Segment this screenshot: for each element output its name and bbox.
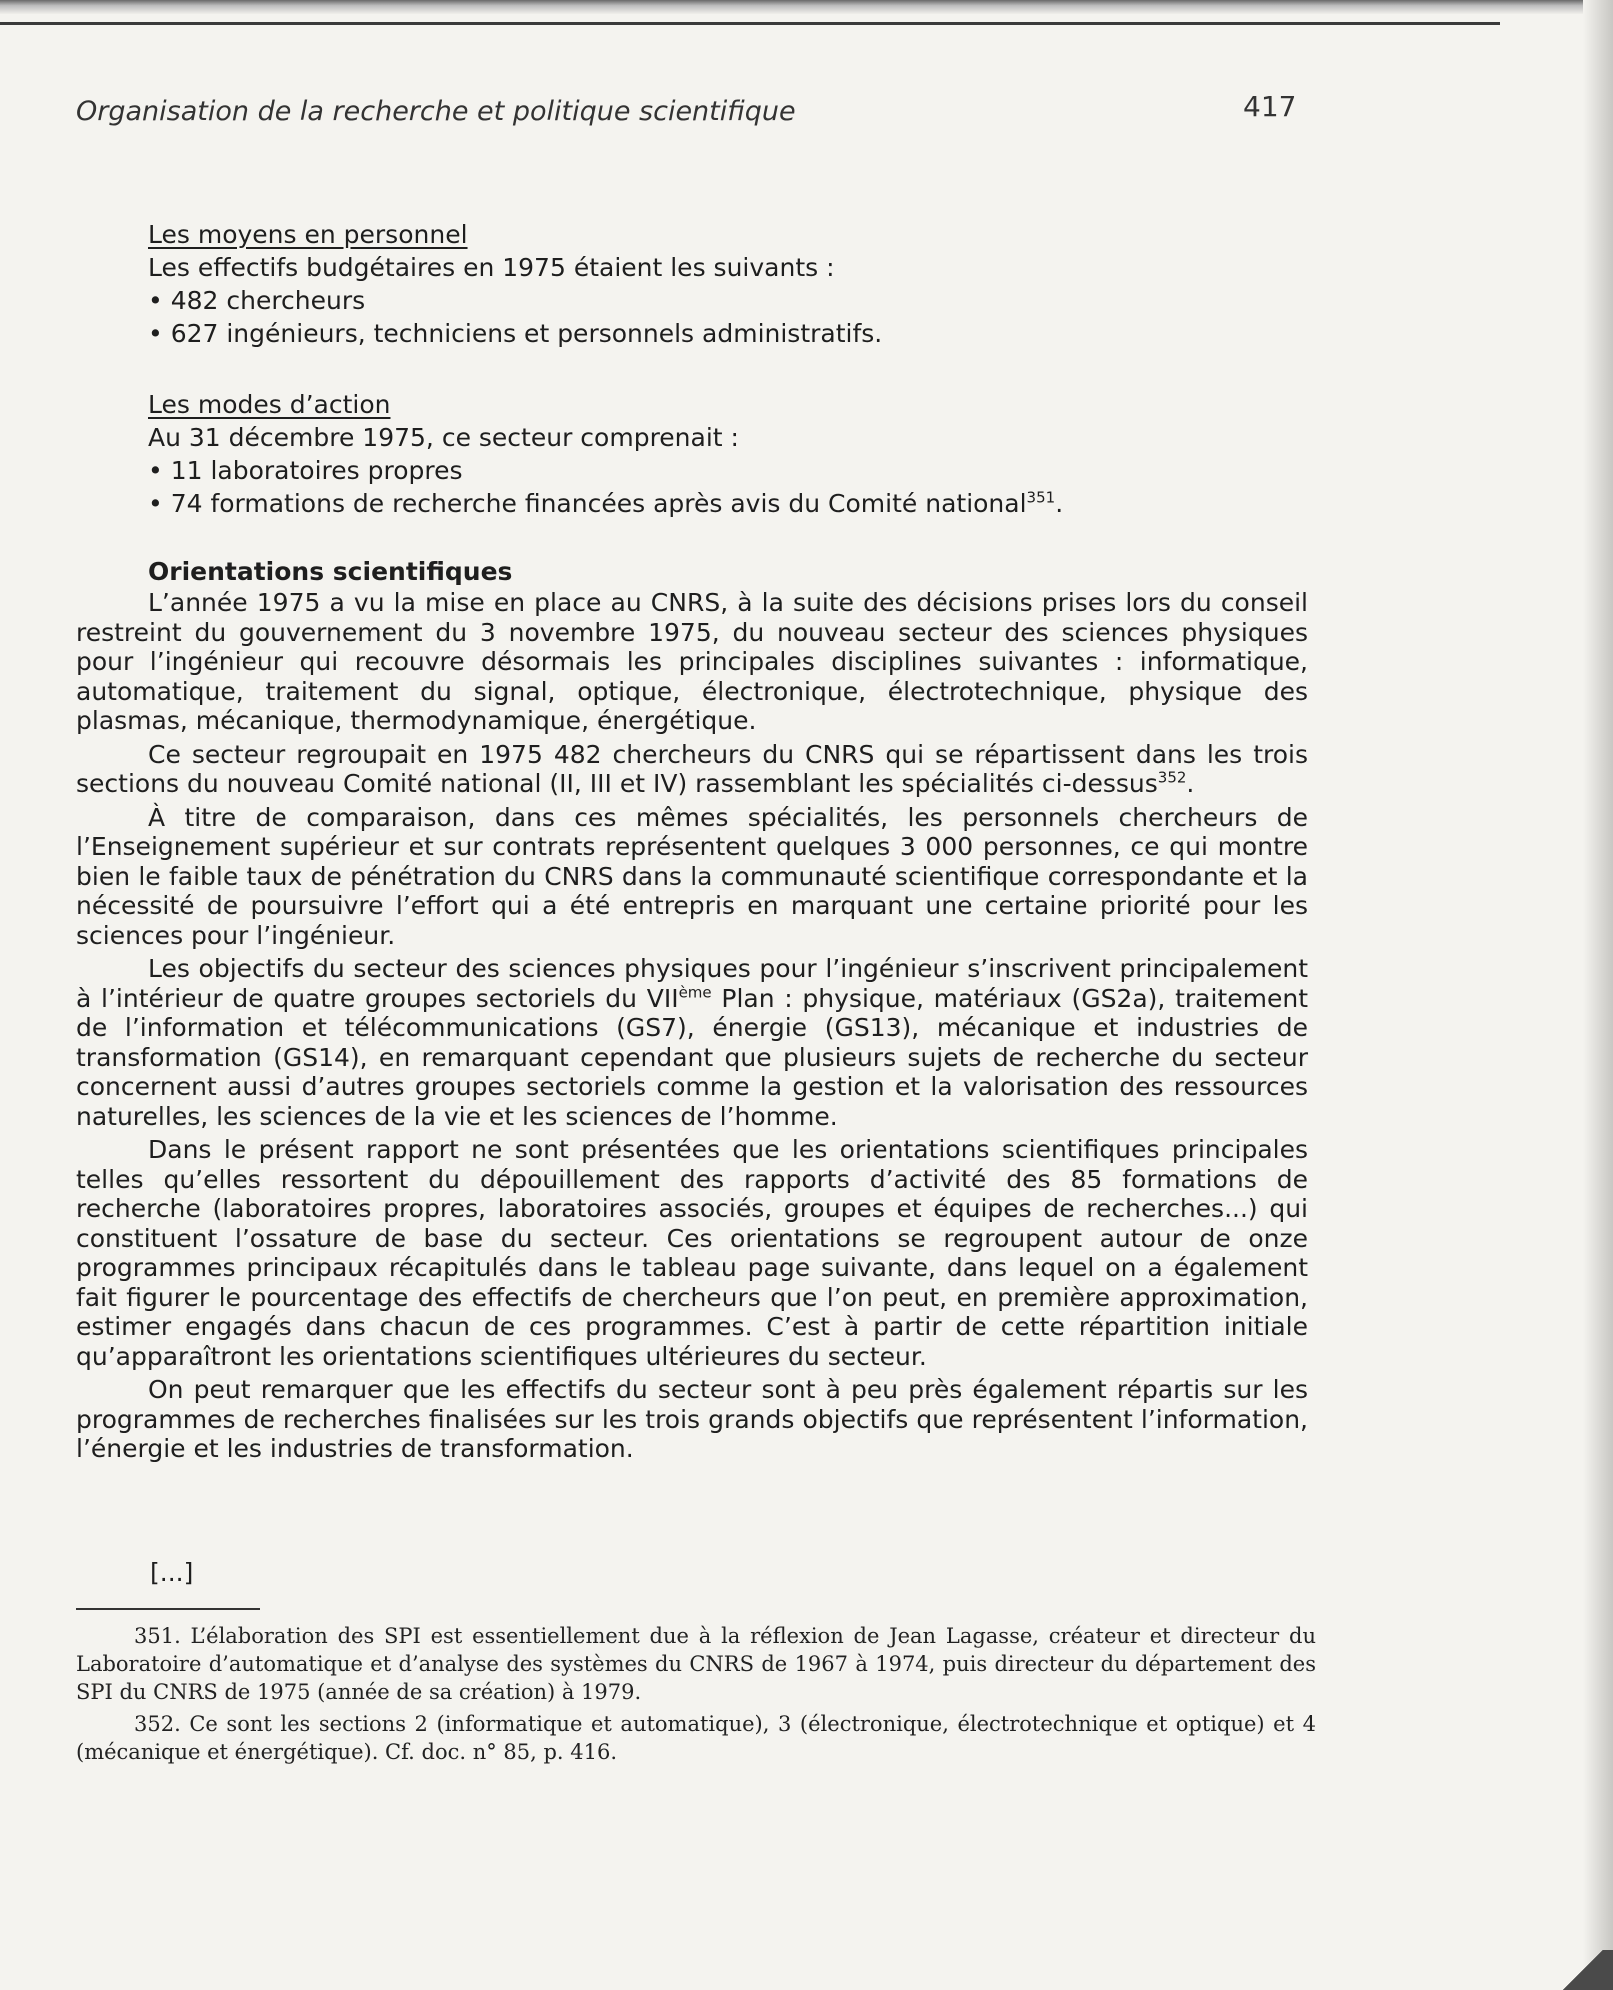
top-rule — [0, 22, 1500, 25]
footnote-ref-351[interactable]: 351 — [1026, 488, 1056, 507]
action-intro: Au 31 décembre 1975, ce secteur comprenait : — [148, 423, 739, 452]
footnotes — [76, 1622, 1316, 1770]
paragraph: Dans le présent rapport ne sont présentées que les orientations scientifiques principales telles qu’elles ressortent du dépouillement des rapports d’activité des 85 formations de recherche (laboratoires propres, laboratoires associés, groupes et équipes de recherches...) qui constituent l’ossature de base du secteur. Ces orientations se regroupent autour de onze programmes principaux récapitulés dans le tableau page suivante, dans lequel on a également fait figurer le pourcentage des effectifs de chercheurs que l’on peut, en première approximation, estimer engagés dans chacun de ces programmes. C’est à partir de cette répartition initiale qu’apparaîtront les orientations scientifiques ultérieures du secteur. — [76, 1135, 1308, 1371]
section-title: Orientations scientifiques — [148, 557, 513, 586]
body-text — [76, 588, 1308, 1468]
superscript: ème — [678, 983, 712, 1002]
paragraph-text: Plan : physique, matériaux (GS2a), traitement de l’information et télécommunications (GS7), énergie (GS13), mécanique et industries de transformation (GS14), en remarquant cependant que plusieurs sujets de recherche du secteur concernent aussi d’autres groupes sectoriels comme la gestion et la valorisation des ressources naturelles, les sciences de la vie et les sciences de l’homme. — [76, 983, 1308, 1131]
list-item: • 482 chercheurs — [148, 286, 366, 315]
list-item-text: • 74 formations de recherche financées après avis du Comité national — [148, 489, 1027, 518]
footnote-351: 351. L’élaboration des SPI est essentiellement due à la réflexion de Jean Lagasse, créateur et directeur du Laboratoire d’automatique et d’analyse des systèmes du CNRS de 1967 à 1974, puis directeur du département des SPI du CNRS de 1975 (année de sa création) à 1979. — [76, 1624, 1316, 1704]
page-number: 417 — [1243, 90, 1297, 123]
personnel-heading: Les moyens en personnel — [148, 220, 468, 249]
page-top-shadow — [0, 0, 1613, 14]
action-block — [148, 388, 1063, 520]
paragraph — [76, 954, 1308, 1131]
list-item-end: . — [1055, 489, 1064, 518]
paragraph-end: . — [1186, 769, 1195, 798]
page-right-edge — [1583, 0, 1613, 1990]
personnel-intro: Les effectifs budgétaires en 1975 étaient les suivants : — [148, 253, 835, 282]
running-title: Organisation de la recherche et politique scientifique — [76, 96, 796, 127]
page-corner — [1553, 1950, 1613, 1990]
omission-mark: [...] — [150, 1558, 194, 1587]
list-item: • 627 ingénieurs, techniciens et personnels administratifs. — [148, 319, 883, 348]
footnote-352: 352. Ce sont les sections 2 (informatique et automatique), 3 (électronique, électrotechnique et optique) et 4 (mécanique et énergétique). Cf. doc. n° 85, p. 416. — [76, 1712, 1316, 1764]
footnote-rule — [76, 1608, 260, 1610]
list-item: • 11 laboratoires propres — [148, 456, 463, 485]
paragraph: À titre de comparaison, dans ces mêmes spécialités, les personnels chercheurs de l’Enseignement supérieur et sur contrats représentent quelques 3 000 personnes, ce qui montre bien le faible taux de pénétration du CNRS dans la communauté scientifique correspondante et la nécessité de poursuivre l’effort qui a été entrepris en marquant une certaine priorité pour les sciences pour l’ingénieur. — [76, 802, 1308, 950]
paragraph-text: Ce secteur regroupait en 1975 482 chercheurs du CNRS qui se répartissent dans les trois sections du nouveau Comité national (II, III et IV) rassemblant les spécialités ci-dessus — [76, 739, 1308, 798]
paragraph: On peut remarquer que les effectifs du secteur sont à peu près également répartis sur les programmes de recherches finalisées sur les trois grands objectifs que représentent l’information, l’énergie et les industries de transformation. — [76, 1375, 1308, 1463]
footnote-ref-352[interactable]: 352 — [1157, 768, 1187, 787]
paragraph — [76, 740, 1308, 799]
paragraph-text: Les objectifs du secteur des sciences physiques pour l’ingénieur s’inscrivent principalement à l’intérieur de quatre groupes sectoriels du VII — [76, 954, 1308, 1013]
personnel-block — [148, 218, 882, 350]
paragraph: L’année 1975 a vu la mise en place au CNRS, à la suite des décisions prises lors du conseil restreint du gouvernement du 3 novembre 1975, du nouveau secteur des sciences physiques pour l’ingénieur qui recouvre désormais les principales disciplines suivantes : informatique, automatique, traitement du signal, optique, électronique, électrotechnique, physique des plasmas, mécanique, thermodynamique, énergétique. — [76, 588, 1308, 735]
action-heading: Les modes d’action — [148, 390, 391, 419]
list-item — [148, 487, 1063, 520]
